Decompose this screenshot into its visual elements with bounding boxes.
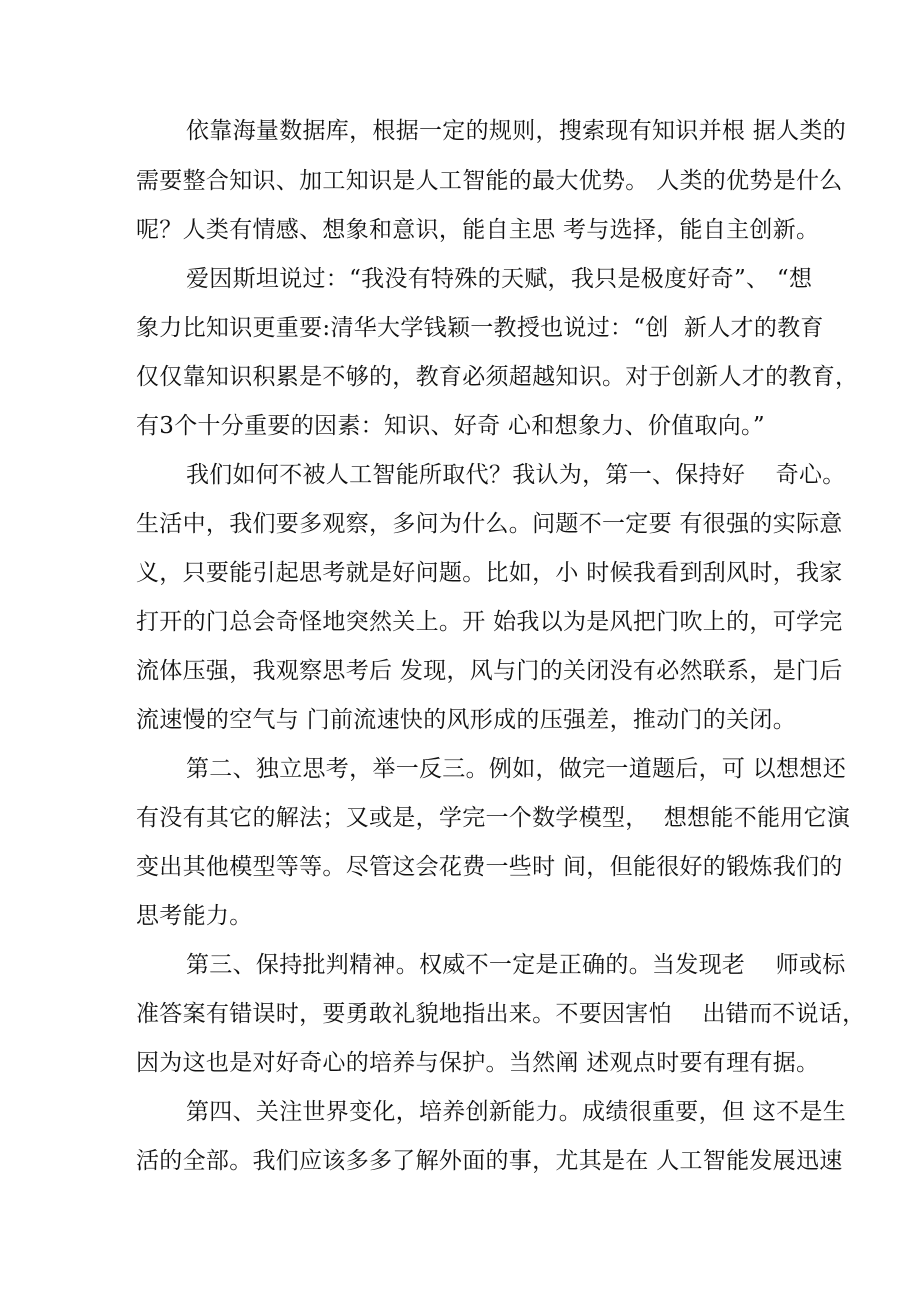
paragraph-3-line-2: 生活中，我们要多观察，多问为什么。问题不一定要 有很强的实际意	[136, 511, 843, 537]
paragraph-1-line-1: 依靠海量数据库，根据一定的规则，搜索现有知识并根 据人类的	[186, 118, 847, 144]
paragraph-2-line-1: 爱因斯坦说过：“我没有特殊的天赋，我只是极度好奇”、 “想	[186, 266, 813, 292]
paragraph-5-line-2: 准答案有错误时，要勇敢礼貌地指出来。不要因害怕 出错而不说话，	[136, 1001, 866, 1027]
paragraph-5-line-1: 第三、保持批判精神。权威不一定是正确的。当发现老 师或标	[186, 952, 846, 978]
paragraph-4-line-1: 第二、独立思考，举一反三。例如，做完一道题后，可 以想想还	[186, 756, 847, 782]
paragraph-3-line-5: 流体压强，我观察思考后 发现，风与门的关闭没有必然联系，是门后	[136, 658, 843, 684]
paragraph-3-line-6: 流速慢的空气与 门前流速快的风形成的压强差，推动门的关闭。	[136, 707, 797, 733]
paragraph-6-line-1: 第四、关注世界变化，培养创新能力。成绩很重要，但 这不是生	[186, 1099, 847, 1125]
paragraph-3-line-3: 义，只要能引起思考就是好问题。比如，小 时候我看到刮风时，我家	[136, 560, 843, 586]
paragraph-6-line-2: 活的全部。我们应该多多了解外面的事，尤其是在 人工智能发展迅速	[136, 1148, 843, 1174]
paragraph-3-line-4: 打开的门总会奇怪地突然关上。开 始我以为是风把门吹上的，可学完	[136, 609, 843, 635]
paragraph-3-line-1: 我们如何不被人工智能所取代？我认为，第一、保持好 奇心。	[186, 462, 846, 488]
paragraph-4-line-4: 思考能力。	[136, 903, 253, 929]
paragraph-1-line-3: 呢？人类有情感、想象和意识，能自主思 考与选择，能自主创新。	[136, 217, 820, 243]
paragraph-4-line-2: 有没有其它的解法；又或是，学完一个数学模型， 想想能不能用它演	[136, 805, 851, 831]
paragraph-2-line-2: 象力比知识更重要:清华大学钱颖一教授也说过：“创 新人才的教育	[136, 315, 824, 341]
paragraph-5-line-3: 因为这也是对好奇心的培养与保护。当然阐 述观点时要有理有据。	[136, 1050, 820, 1076]
paragraph-4-line-3: 变出其他模型等等。尽管这会花费一些时 间，但能很好的锻炼我们的	[136, 854, 843, 880]
paragraph-2-line-4: 有3个十分重要的因素：知识、好奇 心和想象力、价值取向。”	[136, 413, 765, 439]
paragraph-1-line-2: 需要整合知识、加工知识是人工智能的最大优势。 人类的优势是什么	[136, 168, 843, 194]
paragraph-2-line-3: 仅仅靠知识积累是不够的，教育必须超越知识。对于创新人才的教育，	[136, 364, 859, 390]
